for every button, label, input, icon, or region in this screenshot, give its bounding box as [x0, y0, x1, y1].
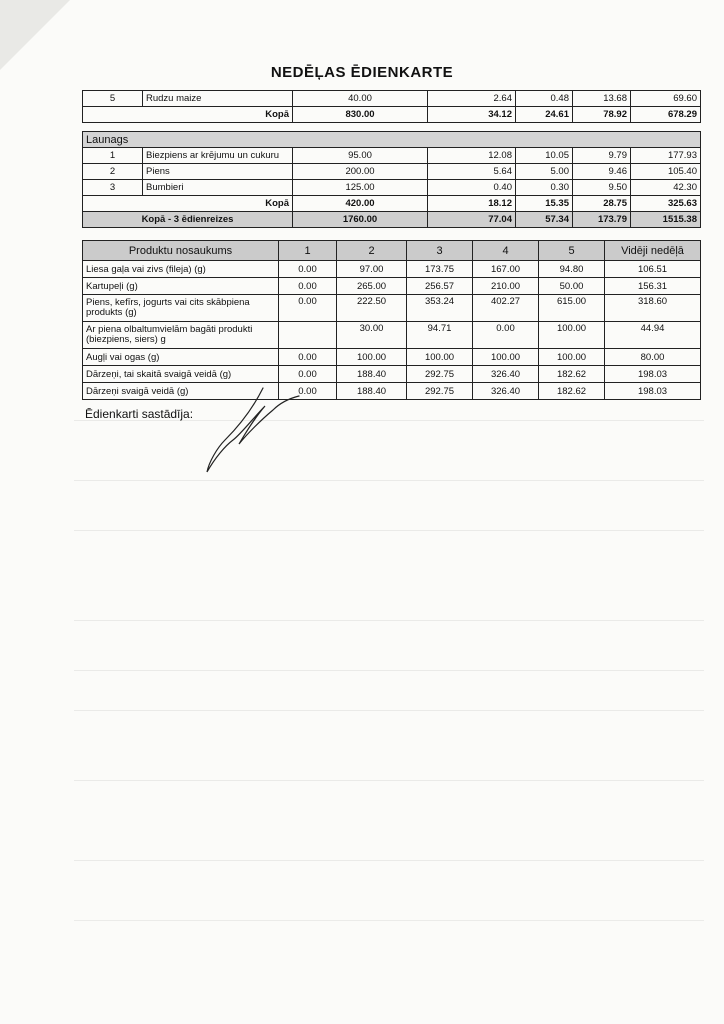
weekly-average: 156.31	[605, 278, 701, 295]
day-value: 100.00	[337, 349, 407, 366]
total-carbs: 28.75	[573, 196, 631, 212]
folded-corner	[0, 0, 70, 70]
protein-value: 2.64	[428, 91, 516, 107]
day-value: 100.00	[539, 322, 605, 349]
dish-name: Bumbieri	[143, 180, 293, 196]
grams-value: 40.00	[293, 91, 428, 107]
kcal-value: 69.60	[631, 91, 701, 107]
day-value: 0.00	[279, 349, 337, 366]
menu-row	[83, 91, 701, 107]
product-name: Dārzeņi, tai skaitā svaigā veidā (g)	[83, 366, 279, 383]
day-value: 182.62	[539, 366, 605, 383]
total-protein: 34.12	[428, 107, 516, 123]
day-value: 0.00	[279, 383, 337, 400]
product-row	[83, 383, 701, 400]
product-row	[83, 366, 701, 383]
day-value: 100.00	[473, 349, 539, 366]
row-number: 3	[83, 180, 143, 196]
day-value: 0.00	[279, 366, 337, 383]
menu-table	[82, 90, 701, 228]
protein-value: 12.08	[428, 148, 516, 164]
product-name: Ar piena olbaltumvielām bagāti produkti (biezpiens, siers) g	[83, 322, 279, 349]
row-number: 1	[83, 148, 143, 164]
day-value: 326.40	[473, 366, 539, 383]
total-label: Kopā	[83, 107, 293, 123]
total-carbs: 78.92	[573, 107, 631, 123]
grand-total-label: Kopā - 3 ēdienreizes	[83, 212, 293, 228]
dish-name: Piens	[143, 164, 293, 180]
total-label: Kopā	[83, 196, 293, 212]
row-number: 2	[83, 164, 143, 180]
day-value: 100.00	[539, 349, 605, 366]
row-number: 5	[83, 91, 143, 107]
dish-name: Biezpiens ar krējumu un cukuru	[143, 148, 293, 164]
total-row	[83, 107, 701, 123]
weekly-average: 198.03	[605, 383, 701, 400]
day-value: 182.62	[539, 383, 605, 400]
day-value: 173.75	[407, 261, 473, 278]
carbs-value: 9.46	[573, 164, 631, 180]
carbs-value: 9.79	[573, 148, 631, 164]
weekly-average: 106.51	[605, 261, 701, 278]
day-value: 30.00	[337, 322, 407, 349]
header-cell: Produktu nosaukums	[83, 241, 279, 261]
grams-value: 200.00	[293, 164, 428, 180]
protein-value: 0.40	[428, 180, 516, 196]
day-value: 97.00	[337, 261, 407, 278]
day-value: 188.40	[337, 383, 407, 400]
day-value: 94.80	[539, 261, 605, 278]
header-cell: 1	[279, 241, 337, 261]
menu-row	[83, 180, 701, 196]
grams-value: 125.00	[293, 180, 428, 196]
signature-label: Ēdienkarti sastādīja:	[85, 407, 194, 421]
carbs-value: 13.68	[573, 91, 631, 107]
product-row	[83, 278, 701, 295]
total-fat: 24.61	[516, 107, 573, 123]
day-value: 167.00	[473, 261, 539, 278]
weekly-average: 318.60	[605, 295, 701, 322]
grand-total-grams: 1760.00	[293, 212, 428, 228]
product-name: Piens, kefīrs, jogurts vai cits skābpiena produkts (g)	[83, 295, 279, 322]
day-value: 50.00	[539, 278, 605, 295]
header-cell: 4	[473, 241, 539, 261]
protein-value: 5.64	[428, 164, 516, 180]
fat-value: 10.05	[516, 148, 573, 164]
header-cell: 2	[337, 241, 407, 261]
day-value: 0.00	[473, 322, 539, 349]
product-name: Kartupeļi (g)	[83, 278, 279, 295]
day-value: 353.24	[407, 295, 473, 322]
handwritten-signature	[195, 380, 305, 480]
product-name: Dārzeņi svaigā veidā (g)	[83, 383, 279, 400]
total-kcal: 678.29	[631, 107, 701, 123]
product-row	[83, 261, 701, 278]
total-row	[83, 196, 701, 212]
day-value: 615.00	[539, 295, 605, 322]
header-cell: Vidēji nedēļā	[605, 241, 701, 261]
products-table	[82, 240, 701, 400]
total-grams: 420.00	[293, 196, 428, 212]
fat-value: 0.30	[516, 180, 573, 196]
header-cell: 3	[407, 241, 473, 261]
day-value: 265.00	[337, 278, 407, 295]
grams-value: 95.00	[293, 148, 428, 164]
kcal-value: 105.40	[631, 164, 701, 180]
show-through-background	[74, 420, 704, 980]
fat-value: 5.00	[516, 164, 573, 180]
product-name: Augļi vai ogas (g)	[83, 349, 279, 366]
grand-total-row	[83, 212, 701, 228]
grand-total-protein: 77.04	[428, 212, 516, 228]
day-value: 222.50	[337, 295, 407, 322]
menu-row	[83, 164, 701, 180]
day-value: 292.75	[407, 366, 473, 383]
header-cell: 5	[539, 241, 605, 261]
day-value: 256.57	[407, 278, 473, 295]
section-label: Launags	[83, 132, 701, 148]
menu-row	[83, 148, 701, 164]
day-value: 0.00	[279, 295, 337, 322]
day-value: 326.40	[473, 383, 539, 400]
day-value: 210.00	[473, 278, 539, 295]
section-header-launags	[83, 132, 701, 148]
weekly-average: 44.94	[605, 322, 701, 349]
day-value	[279, 322, 337, 349]
total-grams: 830.00	[293, 107, 428, 123]
total-kcal: 325.63	[631, 196, 701, 212]
dish-name: Rudzu maize	[143, 91, 293, 107]
day-value: 188.40	[337, 366, 407, 383]
total-fat: 15.35	[516, 196, 573, 212]
kcal-value: 42.30	[631, 180, 701, 196]
day-value: 0.00	[279, 261, 337, 278]
day-value: 402.27	[473, 295, 539, 322]
fat-value: 0.48	[516, 91, 573, 107]
weekly-average: 198.03	[605, 366, 701, 383]
product-name: Liesa gaļa vai zivs (fileja) (g)	[83, 261, 279, 278]
products-header-row	[83, 241, 701, 261]
page-title: NEDĒĻAS ĒDIENKARTE	[270, 64, 454, 81]
product-row	[83, 295, 701, 322]
day-value: 94.71	[407, 322, 473, 349]
day-value: 292.75	[407, 383, 473, 400]
weekly-average: 80.00	[605, 349, 701, 366]
total-protein: 18.12	[428, 196, 516, 212]
day-value: 100.00	[407, 349, 473, 366]
grand-total-fat: 57.34	[516, 212, 573, 228]
grand-total-carbs: 173.79	[573, 212, 631, 228]
carbs-value: 9.50	[573, 180, 631, 196]
product-row	[83, 322, 701, 349]
day-value: 0.00	[279, 278, 337, 295]
grand-total-kcal: 1515.38	[631, 212, 701, 228]
product-row	[83, 349, 701, 366]
kcal-value: 177.93	[631, 148, 701, 164]
